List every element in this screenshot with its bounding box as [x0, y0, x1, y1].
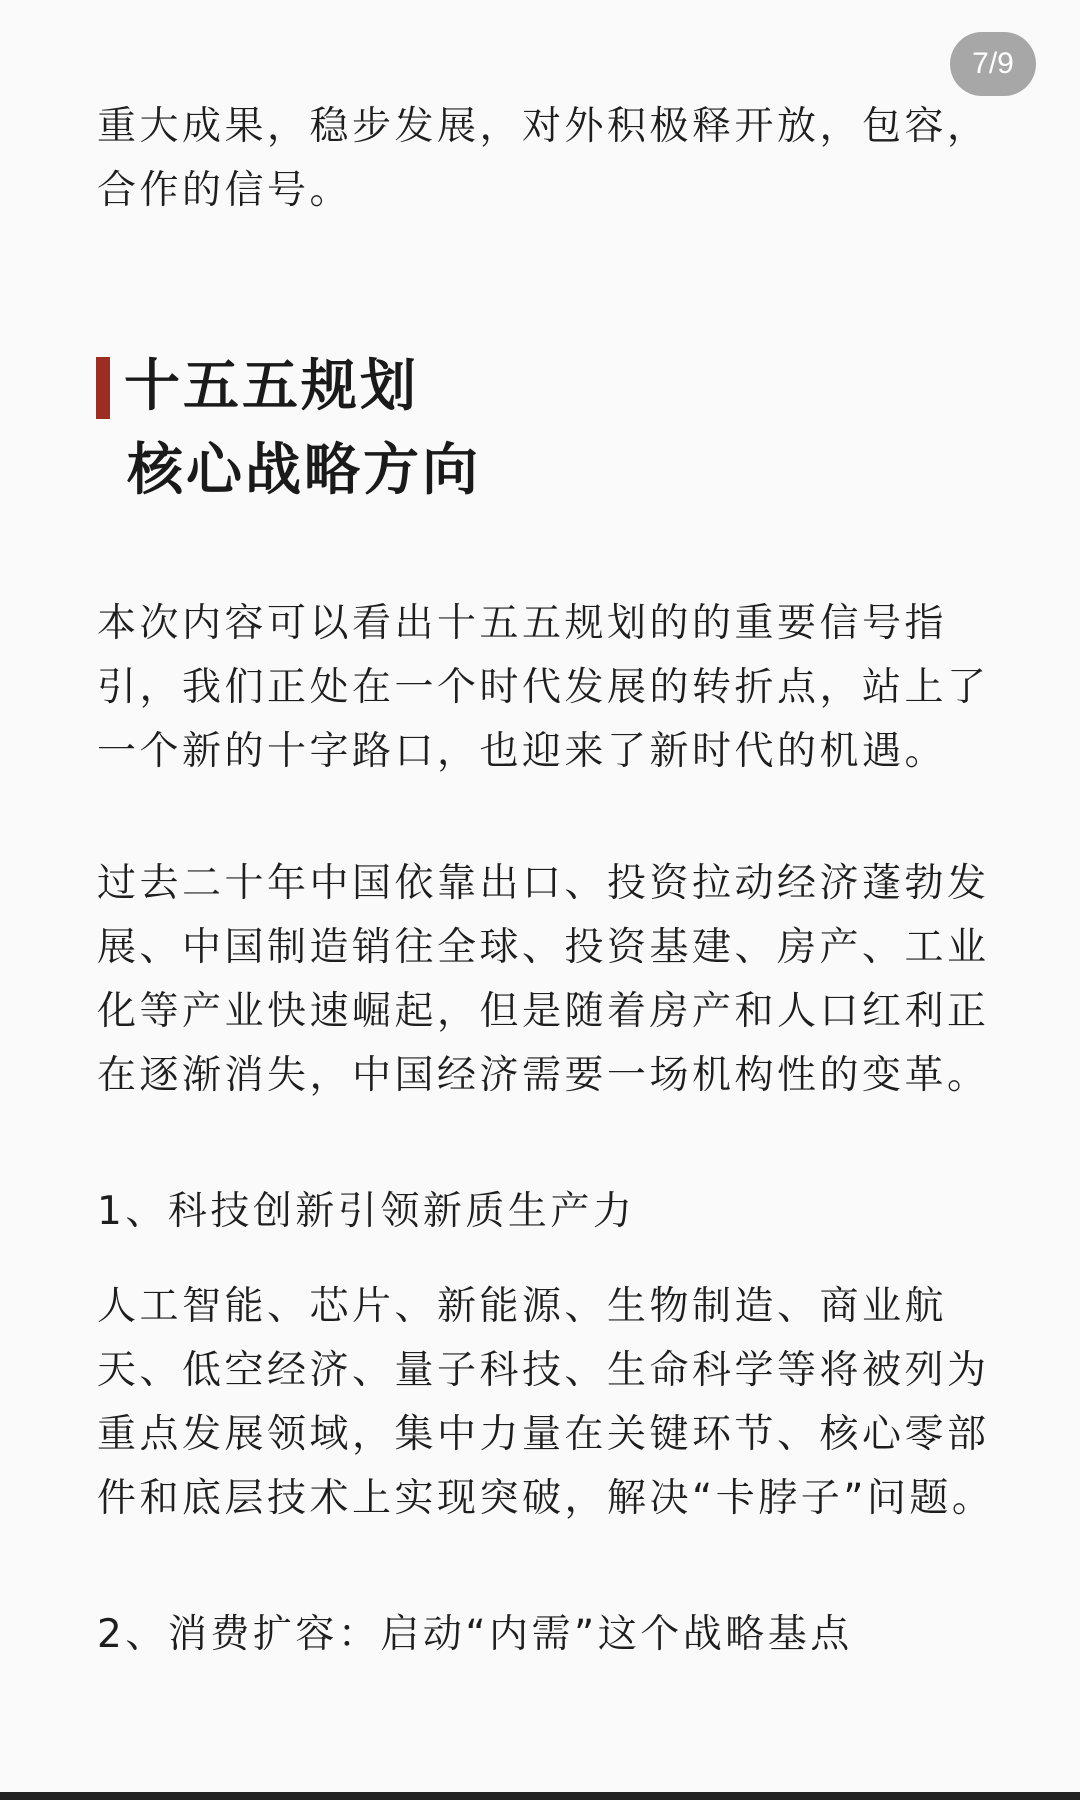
text-line: 合作的信号。: [97, 168, 353, 213]
text-line: 一个新的十字路口，也迎来了新时代的机遇。: [97, 729, 948, 774]
text-line: 天、低空经济、量子科技、生命科学等将被列为: [97, 1348, 990, 1393]
section1-body: [97, 1275, 1017, 1531]
heading-line: 核心战略方向: [127, 438, 481, 503]
heading-accent-bar: [96, 357, 110, 419]
heading-line: 十五五规划: [124, 354, 419, 419]
text-line: 展、中国制造销往全球、投资基建、房产、工业: [97, 925, 990, 970]
text-line: 重点发展领域，集中力量在关键环节、核心零部: [97, 1412, 990, 1457]
text-line: 化等产业快速崛起，但是随着房产和人口红利正: [97, 989, 990, 1034]
paragraph-history: [97, 852, 1017, 1108]
bottom-divider: [0, 1792, 1080, 1800]
section2-title: 2、消费扩容：启动“内需”这个战略基点: [97, 1612, 853, 1657]
section-heading: [124, 345, 481, 513]
paragraph-signal: [97, 592, 1017, 784]
text-line: 件和底层技术上实现突破，解决“卡脖子”问题。: [97, 1476, 995, 1521]
text-line: 人工智能、芯片、新能源、生物制造、商业航: [97, 1284, 948, 1329]
section1-title: 1、科技创新引领新质生产力: [97, 1189, 636, 1234]
text-line: 重大成果，稳步发展，对外积极释开放，包容，: [97, 104, 990, 149]
text-line: 过去二十年中国依靠出口、投资拉动经济蓬勃发: [97, 861, 990, 906]
text-line: 在逐渐消失，中国经济需要一场机构性的变革。: [97, 1053, 990, 1098]
text-line: 引，我们正处在一个时代发展的转折点，站上了: [97, 665, 990, 710]
text-line: 本次内容可以看出十五五规划的的重要信号指: [97, 601, 948, 646]
intro-paragraph: [97, 95, 1017, 223]
page-counter-badge: 7/9: [950, 32, 1036, 96]
